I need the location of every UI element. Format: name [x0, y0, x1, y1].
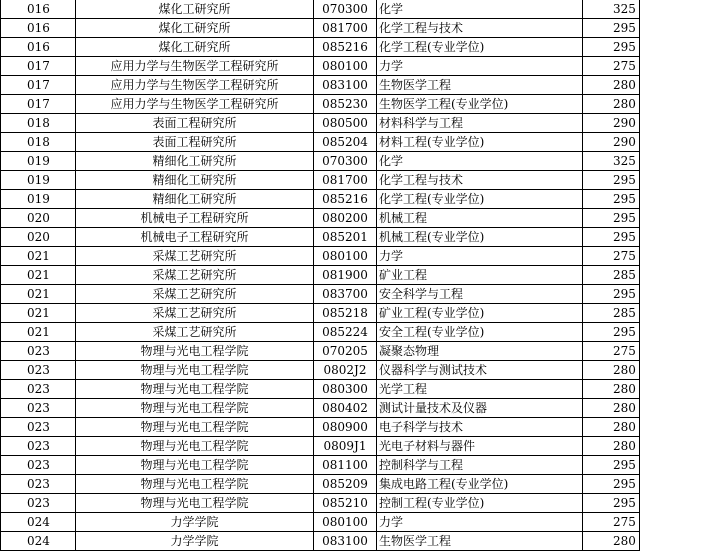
- major-name-cell: 仪器科学与测试技术: [377, 361, 583, 380]
- table-row: [1, 57, 640, 76]
- dept-name-cell: 应用力学与生物医学工程研究所: [76, 95, 314, 114]
- dept-name-cell: 采煤工艺研究所: [76, 304, 314, 323]
- table-row: [1, 304, 640, 323]
- major-name-cell: 生物医学工程(专业学位): [377, 95, 583, 114]
- dept-name-cell: 物理与光电工程学院: [76, 475, 314, 494]
- table-row: [1, 266, 640, 285]
- table-row: [1, 190, 640, 209]
- major-name-cell: 安全科学与工程: [377, 285, 583, 304]
- score-cell: 275: [583, 57, 640, 76]
- dept-name-cell: 精细化工研究所: [76, 171, 314, 190]
- table-row: [1, 475, 640, 494]
- dept-code-cell: 017: [1, 57, 76, 76]
- dept-name-cell: 煤化工研究所: [76, 0, 314, 19]
- table-row: [1, 38, 640, 57]
- major-code-cell: 080100: [314, 513, 377, 532]
- dept-name-cell: 表面工程研究所: [76, 114, 314, 133]
- major-code-cell: 080900: [314, 418, 377, 437]
- major-code-cell: 083100: [314, 532, 377, 551]
- major-code-cell: 0802J2: [314, 361, 377, 380]
- score-cell: 295: [583, 285, 640, 304]
- dept-code-cell: 016: [1, 0, 76, 19]
- major-code-cell: 0809J1: [314, 437, 377, 456]
- score-cell: 280: [583, 399, 640, 418]
- score-cell: 275: [583, 342, 640, 361]
- dept-code-cell: 024: [1, 513, 76, 532]
- major-code-cell: 085218: [314, 304, 377, 323]
- dept-name-cell: 表面工程研究所: [76, 133, 314, 152]
- table-row: [1, 323, 640, 342]
- score-cell: 285: [583, 266, 640, 285]
- major-code-cell: 085216: [314, 190, 377, 209]
- dept-name-cell: 采煤工艺研究所: [76, 323, 314, 342]
- major-name-cell: 控制科学与工程: [377, 456, 583, 475]
- score-cell: 295: [583, 38, 640, 57]
- major-name-cell: 生物医学工程: [377, 76, 583, 95]
- major-name-cell: 化学工程(专业学位): [377, 190, 583, 209]
- table-row: [1, 399, 640, 418]
- score-cell: 275: [583, 513, 640, 532]
- dept-code-cell: 021: [1, 323, 76, 342]
- dept-code-cell: 023: [1, 342, 76, 361]
- major-code-cell: 080100: [314, 247, 377, 266]
- dept-code-cell: 023: [1, 475, 76, 494]
- major-code-cell: 085201: [314, 228, 377, 247]
- dept-code-cell: 023: [1, 361, 76, 380]
- score-cell: 280: [583, 437, 640, 456]
- score-cell: 275: [583, 247, 640, 266]
- dept-name-cell: 物理与光电工程学院: [76, 437, 314, 456]
- major-name-cell: 化学: [377, 152, 583, 171]
- table-row: [1, 342, 640, 361]
- score-cell: 295: [583, 228, 640, 247]
- score-cell: 295: [583, 494, 640, 513]
- dept-name-cell: 机械电子工程研究所: [76, 228, 314, 247]
- score-cell: 295: [583, 323, 640, 342]
- dept-code-cell: 024: [1, 532, 76, 551]
- score-cell: 295: [583, 475, 640, 494]
- major-code-cell: 085204: [314, 133, 377, 152]
- dept-name-cell: 采煤工艺研究所: [76, 266, 314, 285]
- major-name-cell: 材料工程(专业学位): [377, 133, 583, 152]
- table-row: [1, 0, 640, 19]
- dept-name-cell: 物理与光电工程学院: [76, 456, 314, 475]
- table-row: [1, 133, 640, 152]
- score-cell: 295: [583, 456, 640, 475]
- dept-name-cell: 物理与光电工程学院: [76, 361, 314, 380]
- dept-name-cell: 煤化工研究所: [76, 19, 314, 38]
- major-code-cell: 081700: [314, 171, 377, 190]
- score-cell: 280: [583, 418, 640, 437]
- table-row: [1, 494, 640, 513]
- score-cell: 280: [583, 95, 640, 114]
- major-code-cell: 083700: [314, 285, 377, 304]
- dept-code-cell: 018: [1, 114, 76, 133]
- major-name-cell: 化学工程(专业学位): [377, 38, 583, 57]
- score-cell: 285: [583, 304, 640, 323]
- dept-name-cell: 应用力学与生物医学工程研究所: [76, 76, 314, 95]
- table-row: [1, 114, 640, 133]
- major-name-cell: 化学: [377, 0, 583, 19]
- table-row: [1, 418, 640, 437]
- dept-code-cell: 021: [1, 266, 76, 285]
- dept-name-cell: 物理与光电工程学院: [76, 342, 314, 361]
- major-code-cell: 085210: [314, 494, 377, 513]
- score-cell: 290: [583, 114, 640, 133]
- dept-name-cell: 精细化工研究所: [76, 152, 314, 171]
- dept-code-cell: 020: [1, 228, 76, 247]
- score-cell: 280: [583, 76, 640, 95]
- dept-code-cell: 019: [1, 152, 76, 171]
- dept-code-cell: 021: [1, 247, 76, 266]
- score-cell: 280: [583, 532, 640, 551]
- dept-name-cell: 力学学院: [76, 513, 314, 532]
- dept-code-cell: 023: [1, 380, 76, 399]
- major-name-cell: 力学: [377, 247, 583, 266]
- major-code-cell: 085224: [314, 323, 377, 342]
- major-name-cell: 凝聚态物理: [377, 342, 583, 361]
- major-code-cell: 081900: [314, 266, 377, 285]
- major-name-cell: 力学: [377, 57, 583, 76]
- score-cell: 290: [583, 133, 640, 152]
- score-cell: 295: [583, 209, 640, 228]
- major-name-cell: 控制工程(专业学位): [377, 494, 583, 513]
- dept-code-cell: 023: [1, 437, 76, 456]
- dept-name-cell: 物理与光电工程学院: [76, 399, 314, 418]
- major-name-cell: 测试计量技术及仪器: [377, 399, 583, 418]
- table-row: [1, 171, 640, 190]
- table-row: [1, 380, 640, 399]
- table-row: [1, 152, 640, 171]
- dept-name-cell: 物理与光电工程学院: [76, 494, 314, 513]
- major-code-cell: 085230: [314, 95, 377, 114]
- score-cell: 325: [583, 0, 640, 19]
- dept-code-cell: 016: [1, 19, 76, 38]
- table-row: [1, 247, 640, 266]
- dept-name-cell: 物理与光电工程学院: [76, 418, 314, 437]
- table-body: [1, 0, 640, 551]
- major-name-cell: 矿业工程: [377, 266, 583, 285]
- score-cell: 295: [583, 171, 640, 190]
- major-name-cell: 化学工程与技术: [377, 171, 583, 190]
- major-code-cell: 085216: [314, 38, 377, 57]
- dept-name-cell: 物理与光电工程学院: [76, 380, 314, 399]
- table-row: [1, 437, 640, 456]
- dept-code-cell: 020: [1, 209, 76, 228]
- score-cell: 295: [583, 190, 640, 209]
- major-code-cell: 080300: [314, 380, 377, 399]
- table-row: [1, 19, 640, 38]
- dept-code-cell: 017: [1, 76, 76, 95]
- major-code-cell: 083100: [314, 76, 377, 95]
- dept-name-cell: 力学学院: [76, 532, 314, 551]
- table-row: [1, 209, 640, 228]
- major-name-cell: 光电子材料与器件: [377, 437, 583, 456]
- major-name-cell: 电子科学与技术: [377, 418, 583, 437]
- dept-code-cell: 023: [1, 418, 76, 437]
- major-code-cell: 085209: [314, 475, 377, 494]
- major-name-cell: 集成电路工程(专业学位): [377, 475, 583, 494]
- major-name-cell: 生物医学工程: [377, 532, 583, 551]
- major-code-cell: 080200: [314, 209, 377, 228]
- dept-code-cell: 017: [1, 95, 76, 114]
- major-name-cell: 力学: [377, 513, 583, 532]
- dept-name-cell: 采煤工艺研究所: [76, 285, 314, 304]
- dept-code-cell: 021: [1, 304, 76, 323]
- major-name-cell: 材料科学与工程: [377, 114, 583, 133]
- dept-name-cell: 煤化工研究所: [76, 38, 314, 57]
- dept-name-cell: 应用力学与生物医学工程研究所: [76, 57, 314, 76]
- dept-code-cell: 016: [1, 38, 76, 57]
- major-name-cell: 机械工程(专业学位): [377, 228, 583, 247]
- dept-name-cell: 机械电子工程研究所: [76, 209, 314, 228]
- dept-code-cell: 023: [1, 399, 76, 418]
- major-code-cell: 070205: [314, 342, 377, 361]
- table-row: [1, 76, 640, 95]
- table-row: [1, 228, 640, 247]
- score-cell: 295: [583, 19, 640, 38]
- major-code-cell: 080500: [314, 114, 377, 133]
- score-cell: 325: [583, 152, 640, 171]
- dept-code-cell: 018: [1, 133, 76, 152]
- major-code-cell: 080100: [314, 57, 377, 76]
- table-row: [1, 456, 640, 475]
- major-code-cell: 070300: [314, 0, 377, 19]
- major-code-cell: 081100: [314, 456, 377, 475]
- major-code-cell: 070300: [314, 152, 377, 171]
- dept-code-cell: 023: [1, 494, 76, 513]
- dept-code-cell: 023: [1, 456, 76, 475]
- major-name-cell: 矿业工程(专业学位): [377, 304, 583, 323]
- table-row: [1, 361, 640, 380]
- dept-code-cell: 021: [1, 285, 76, 304]
- major-name-cell: 化学工程与技术: [377, 19, 583, 38]
- dept-code-cell: 019: [1, 190, 76, 209]
- table-row: [1, 513, 640, 532]
- major-code-cell: 080402: [314, 399, 377, 418]
- dept-name-cell: 精细化工研究所: [76, 190, 314, 209]
- dept-code-cell: 019: [1, 171, 76, 190]
- dept-name-cell: 采煤工艺研究所: [76, 247, 314, 266]
- score-cell: 280: [583, 380, 640, 399]
- major-name-cell: 光学工程: [377, 380, 583, 399]
- table-row: [1, 95, 640, 114]
- major-code-cell: 081700: [314, 19, 377, 38]
- major-name-cell: 机械工程: [377, 209, 583, 228]
- table-row: [1, 285, 640, 304]
- score-cell: 280: [583, 361, 640, 380]
- major-name-cell: 安全工程(专业学位): [377, 323, 583, 342]
